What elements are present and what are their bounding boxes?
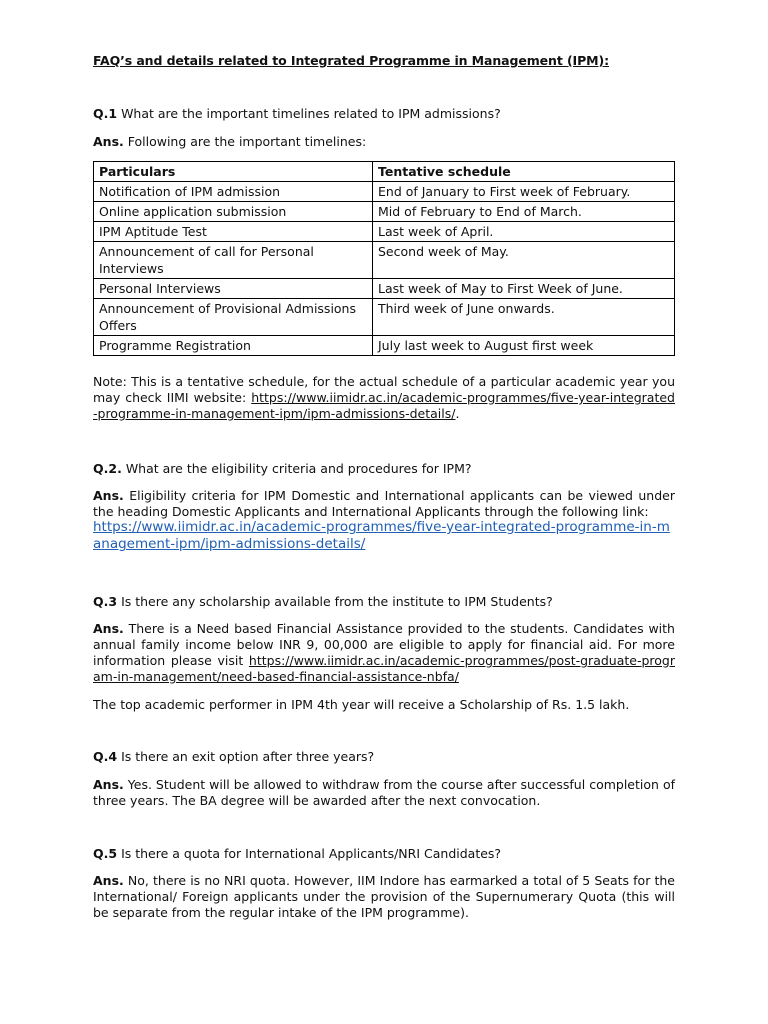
question-text: Is there a quota for International Applicants/NRI Candidates? — [121, 846, 502, 861]
table-row — [94, 182, 675, 202]
answer-4 — [93, 777, 675, 809]
table-row — [94, 299, 675, 336]
table-header-row — [94, 162, 675, 182]
table-cell: Last week of April. — [373, 222, 675, 242]
note-text: Note: This is a tentative schedule, for the actual schedule of a particular academic year you may check IIMI website: — [93, 374, 675, 405]
question-number: Q.5 — [93, 846, 118, 861]
question-text: Is there an exit option after three years? — [121, 749, 375, 764]
answer-label: Ans. — [93, 134, 124, 149]
table-cell: IPM Aptitude Test — [94, 222, 373, 242]
timelines-table — [93, 161, 675, 356]
table-row — [94, 222, 675, 242]
answer-text: Eligibility criteria for IPM Domestic and International applicants can be viewed under the heading Domestic Applicants and International Applicants through the following link: — [93, 488, 675, 519]
eligibility-link[interactable]: https://www.iimidr.ac.in/academic-programmes/five-year-integrated-programme-in-management-ipm/ipm-admissions-details/ — [93, 519, 670, 552]
answer-2 — [93, 488, 675, 520]
table-cell: Notification of IPM admission — [94, 182, 373, 202]
question-4 — [93, 749, 675, 765]
table-cell: July last week to August first week — [373, 336, 675, 356]
table-cell: Personal Interviews — [94, 279, 373, 299]
answer-5 — [93, 873, 675, 921]
answer-text: Following are the important timelines: — [127, 134, 367, 149]
question-1 — [93, 106, 675, 122]
answer-label: Ans. — [93, 873, 124, 888]
question-2 — [93, 461, 675, 477]
question-3 — [93, 594, 675, 610]
column-header: Particulars — [94, 162, 373, 182]
question-5 — [93, 846, 675, 862]
financial-assistance-link[interactable]: https://www.iimidr.ac.in/academic-programmes/post-graduate-program-in-management/need-based-financial-assistance-nbfa/ — [93, 653, 675, 684]
answer-label: Ans. — [93, 488, 124, 503]
table-cell: End of January to First week of February. — [373, 182, 675, 202]
question-text: What are the eligibility criteria and procedures for IPM? — [125, 461, 472, 476]
question-number: Q.1 — [93, 106, 118, 121]
timeline-note: Note: This is a tentative schedule, for the actual schedule of a particular academic year you may check IIMI website: https://www.iimidr.ac.in/academic-programmes/five-year-integrated-programme-in-management-ipm/ipm-admissions-details/. — [93, 374, 675, 421]
table-cell: Announcement of call for Personal Interviews — [94, 242, 373, 279]
table-row — [94, 242, 675, 279]
table-row — [94, 336, 675, 356]
page-title: FAQ’s and details related to Integrated Programme in Management (IPM): — [93, 53, 610, 68]
question-text: What are the important timelines related to IPM admissions? — [121, 106, 501, 121]
table-cell: Announcement of Provisional Admissions Offers — [94, 299, 373, 336]
table-row — [94, 202, 675, 222]
table-cell: Mid of February to End of March. — [373, 202, 675, 222]
table-cell: Programme Registration — [94, 336, 373, 356]
table-cell: Last week of May to First Week of June. — [373, 279, 675, 299]
answer-text: Yes. Student will be allowed to withdraw from the course after successful completion of three years. The BA degree will be awarded after the next convocation. — [93, 777, 675, 808]
scholarship-note: The top academic performer in IPM 4th year will receive a Scholarship of Rs. 1.5 lakh. — [93, 697, 630, 712]
answer-1 — [93, 134, 675, 150]
answer-label: Ans. — [93, 621, 124, 636]
question-number: Q.3 — [93, 594, 118, 609]
admissions-details-link[interactable]: https://www.iimidr.ac.in/academic-programmes/five-year-integrated-programme-in-management-ipm/ipm-admissions-details/ — [93, 390, 675, 421]
answer-3 — [93, 621, 675, 685]
eligibility-link-block — [93, 519, 675, 553]
table-cell: Third week of June onwards. — [373, 299, 675, 336]
question-number: Q.4 — [93, 749, 118, 764]
answer-label: Ans. — [93, 777, 124, 792]
answer-text: No, there is no NRI quota. However, IIM Indore has earmarked a total of 5 Seats for the International/ Foreign applicants under the provision of the Supernumerary Quota (this will be separate from the regular intake of the IPM programme). — [93, 873, 675, 920]
column-header: Tentative schedule — [373, 162, 675, 182]
answer-text: There is a Need based Financial Assistance provided to the students. Candidates with annual family income below INR 9, 00,000 are eligible to apply for financial aid. For more information please visit — [93, 621, 675, 668]
question-text: Is there any scholarship available from the institute to IPM Students? — [121, 594, 553, 609]
table-cell: Second week of May. — [373, 242, 675, 279]
question-number: Q.2. — [93, 461, 122, 476]
table-cell: Online application submission — [94, 202, 373, 222]
table-row — [94, 279, 675, 299]
